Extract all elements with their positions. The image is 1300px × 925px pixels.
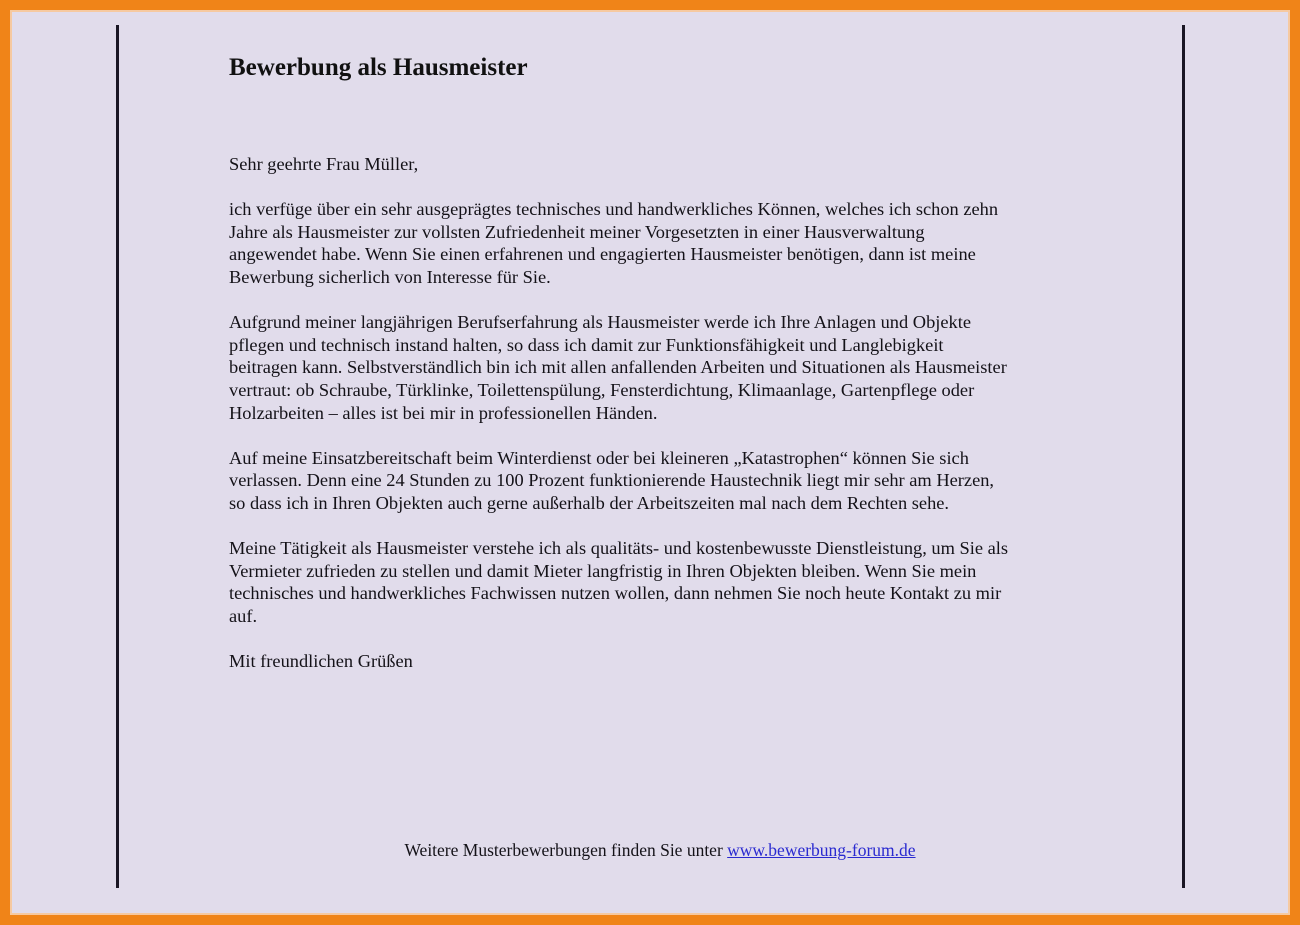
text-line: auf.: [229, 605, 258, 626]
text-line: Jahre als Hausmeister zur vollsten Zufriedenheit meiner Vorgesetzten in einer Hausverwaltung: [229, 221, 925, 242]
right-margin-rule: [1182, 25, 1185, 888]
text-line: ich verfüge über ein sehr ausgeprägtes technisches und handwerkliches Können, welches ich schon zehn: [229, 199, 999, 220]
text-line: beitragen kann. Selbstverständlich bin ich mit allen anfallenden Arbeiten und Situationen als Hausmeister: [229, 357, 1007, 378]
paragraph-1: [229, 198, 1089, 288]
text-line: verlassen. Denn eine 24 Stunden zu 100 Prozent funktionierende Haustechnik liegt mir sehr am Herzen,: [229, 470, 995, 491]
footer-note: [10, 840, 1290, 861]
text-line: Aufgrund meiner langjährigen Berufserfahrung als Hausmeister werde ich Ihre Anlagen und Objekte: [229, 312, 972, 333]
paragraph-4: [229, 537, 1089, 627]
text-line: Meine Tätigkeit als Hausmeister verstehe ich als qualitäts- und kostenbewusste Dienstleistung, um Sie als: [229, 538, 1009, 559]
footer-link[interactable]: www.bewerbung-forum.de: [727, 840, 916, 860]
text-line: pflegen und technisch instand halten, so dass ich damit zur Funktionsfähigkeit und Langlebigkeit: [229, 334, 944, 355]
left-margin-rule: [116, 25, 119, 888]
salutation: Sehr geehrte Frau Müller,: [229, 154, 419, 174]
letter-title: Bewerbung als Hausmeister: [229, 54, 528, 81]
text-line: so dass ich in Ihren Objekten auch gerne außerhalb der Arbeitszeiten mal nach dem Rechten sehe.: [229, 492, 950, 513]
text-line: Bewerbung sicherlich von Interesse für Sie.: [229, 266, 551, 287]
text-line: angewendet habe. Wenn Sie einen erfahrenen und engagierten Hausmeister benötigen, dann ist meine: [229, 244, 976, 265]
letter-body: [229, 153, 1089, 695]
closing: Mit freundlichen Grüßen: [229, 651, 413, 672]
paragraph-3: [229, 447, 1089, 515]
text-line: Vermieter zufrieden zu stellen und damit Mieter langfristig in Ihren Objekten bleiben. Wenn Sie mein: [229, 560, 977, 581]
paragraph-2: [229, 311, 1089, 424]
footer-text: Weitere Musterbewerbungen finden Sie unter: [404, 840, 728, 860]
text-line: Holzarbeiten – alles ist bei mir in professionellen Händen.: [229, 402, 658, 423]
letter-page: [10, 10, 1290, 915]
text-line: Auf meine Einsatzbereitschaft beim Winterdienst oder bei kleineren „Katastrophen“ können Sie sich: [229, 447, 969, 468]
text-line: vertraut: ob Schraube, Türklinke, Toilettenspülung, Fensterdichtung, Klimaanlage, Gartenpflege oder: [229, 379, 975, 400]
text-line: technisches und handwerkliches Fachwissen nutzen wollen, dann nehmen Sie noch heute Kontakt zu mir: [229, 583, 1002, 604]
